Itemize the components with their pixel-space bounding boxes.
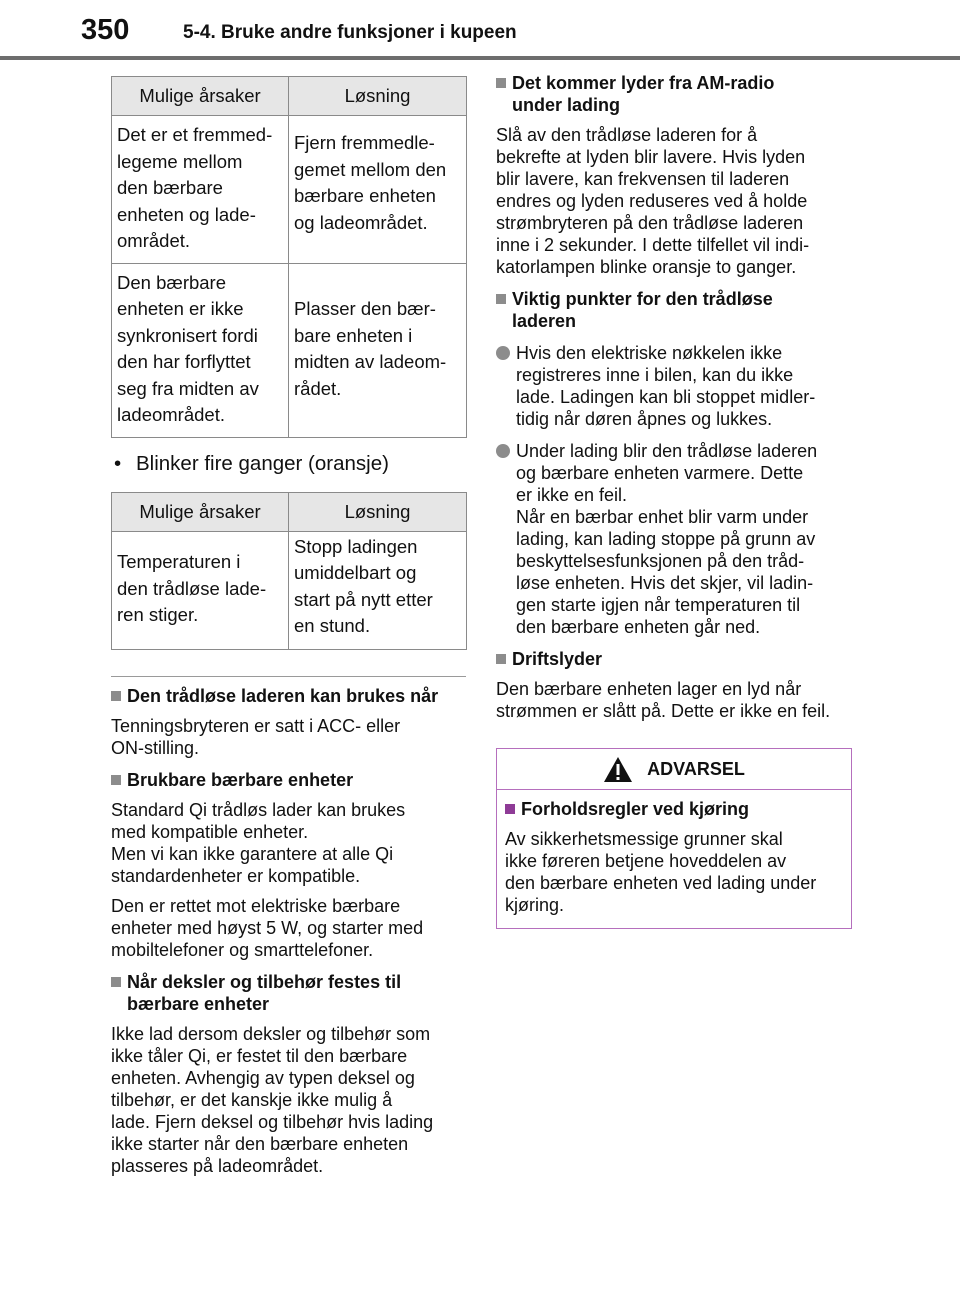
bullet-blinks-four: • Blinker fire ganger (oransje) xyxy=(114,451,389,475)
text-usable-devices-2: Den er rettet mot elektriske bærbare enheter med høyst 5 W, og starter med mobiltelefoner og smarttelefoner. xyxy=(111,895,424,960)
text-am-radio-noise: Slå av den trådløse laderen for å bekrefte at lyden blir lavere. Hvis lyden blir lavere, kan frekvensen til laderen endres og lyden reduseres ved å holde strømbryteren på den trådløse laderen inne i 2 sekunder. I dette tilfellet vil indi- katorlampen blinke oransje to ganger. xyxy=(496,125,810,277)
list-item: Under lading blir den trådløse laderen og bærbare enheten varmere. Dette er ikke en feil. Når en bærbar enhet blir varm under lading, kan lading stoppe på grunn av beskyttelsesfunksjonen på den tråd- løse enheten. Hvis det skjer, vil ladin- gen starte igjen når temperaturen til den bærbare enheten går ned. xyxy=(496,440,852,638)
heading-charger-usable: Den trådløse laderen kan brukes når xyxy=(111,685,466,707)
table2-header-solution: Løsning xyxy=(289,492,467,531)
square-bullet-icon xyxy=(505,804,515,814)
square-bullet-icon xyxy=(496,654,506,664)
table-row xyxy=(112,116,467,264)
square-bullet-icon xyxy=(111,691,121,701)
header-rule xyxy=(0,56,960,60)
warning-header xyxy=(497,749,851,790)
list-item: Hvis den elektriske nøkkelen ikke registreres inne i bilen, kan du ikke lade. Ladingen kan bli stoppet midler- tidig når døren åpnes og lukkes. xyxy=(496,342,852,430)
square-bullet-icon xyxy=(496,78,506,88)
table1-cell-solution: Plasser den bær- bare enheten i midten av ladeom- rådet. xyxy=(289,263,467,437)
text-usable-devices-1: Standard Qi trådløs lader kan brukes med kompatible enheter. Men vi kan ikke garantere at alle Qi standardenheter er kompatible. xyxy=(111,799,406,886)
page-header xyxy=(0,0,960,62)
table2-header-cause: Mulige årsaker xyxy=(112,492,289,531)
table1-cell-cause: Den bærbare enheten er ikke synkronisert fordi den har forflyttet seg fra midten av ladeområdet. xyxy=(112,263,289,437)
warning-box xyxy=(496,748,852,929)
table-row xyxy=(112,531,467,649)
table1-header-solution: Løsning xyxy=(289,77,467,116)
square-bullet-icon xyxy=(111,775,121,785)
heading-am-radio-noise: Det kommer lyder fra AM-radio under lading xyxy=(496,72,852,116)
bullet-dot-icon: • xyxy=(114,451,122,475)
table2-cell-cause: Temperaturen i den trådløse lade- ren stiger. xyxy=(112,531,289,649)
heading-operating-sounds: Driftslyder xyxy=(496,648,852,670)
warning-body xyxy=(497,790,851,928)
page-number: 350 xyxy=(81,14,130,46)
cause-table-2 xyxy=(111,492,467,650)
circle-bullet-icon xyxy=(496,444,510,458)
section-divider xyxy=(111,676,466,677)
text-charger-usable: Tenningsbryteren er satt i ACC- eller ON-stilling. xyxy=(111,715,401,758)
warning-label: ADVARSEL xyxy=(647,758,745,779)
square-bullet-icon xyxy=(111,977,121,987)
heading-covers-accessories: Når deksler og tilbehør festes til bærbare enheter xyxy=(111,971,466,1015)
square-bullet-icon xyxy=(496,294,506,304)
table-row xyxy=(112,263,467,437)
text-operating-sounds: Den bærbare enheten lager en lyd når strømmen er slått på. Dette er ikke en feil. xyxy=(496,679,831,721)
right-column xyxy=(496,72,852,929)
table2-cell-solution: Stopp ladingen umiddelbart og start på nytt etter en stund. xyxy=(289,531,467,649)
heading-important-points: Viktig punkter for den trådløse laderen xyxy=(496,288,852,332)
table1-cell-cause: Det er et fremmed- legeme mellom den bærbare enheten og lade- området. xyxy=(112,116,289,264)
cause-table-1 xyxy=(111,76,467,438)
warning-triangle-icon xyxy=(603,756,633,783)
heading-driving-precautions: Forholdsregler ved kjøring xyxy=(505,798,843,820)
text-driving-precautions: Av sikkerhetsmessige grunner skal ikke føreren betjene hoveddelen av den bærbare enheten ved lading under kjøring. xyxy=(505,829,817,915)
text-covers-accessories: Ikke lad dersom deksler og tilbehør som ikke tåler Qi, er festet til den bærbare enheten. Avhengig av typen deksel og tilbehør, er det kanskje ikke mulig å lade. Fjern deksel og tilbehør hvis lading ikke starter når den bærbare enheten plasseres på ladeområdet. xyxy=(111,1023,434,1176)
section-title: 5-4. Bruke andre funksjoner i kupeen xyxy=(183,22,517,43)
heading-usable-devices: Brukbare bærbare enheter xyxy=(111,769,466,791)
left-column xyxy=(111,76,466,1177)
table1-cell-solution: Fjern fremmedle- gemet mellom den bærbare enheten og ladeområdet. xyxy=(289,116,467,264)
circle-bullet-icon xyxy=(496,346,510,360)
table1-header-cause: Mulige årsaker xyxy=(112,77,289,116)
